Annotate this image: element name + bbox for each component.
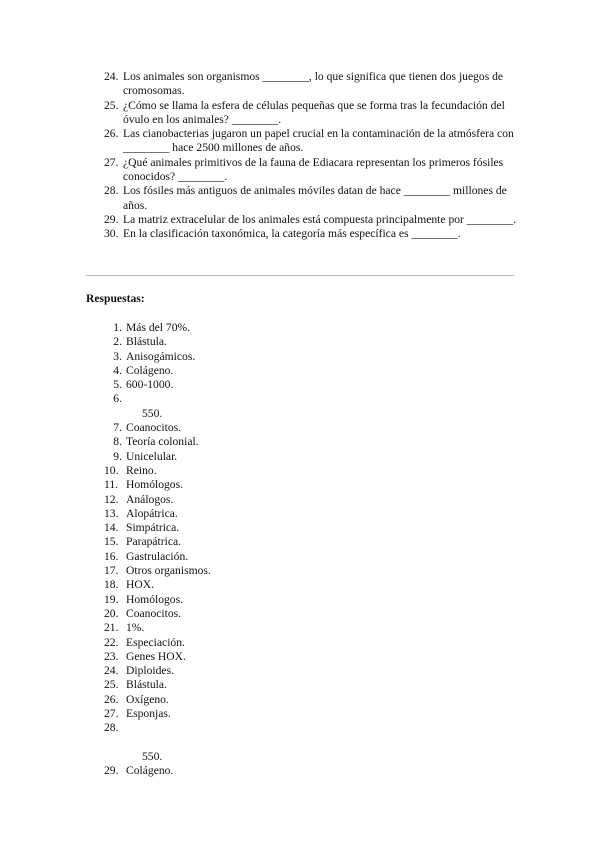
question-text: ¿Cómo se llama la esfera de células pequeñas que se forma tras la fecundación del óvulo en los animales? ________. [123, 98, 505, 126]
answer-text: Colágeno. [126, 363, 174, 377]
answer-number: 6. [113, 392, 122, 406]
answer-item [104, 550, 404, 564]
answer-number: 19. [104, 592, 119, 606]
answer-number: 5. [113, 378, 122, 392]
answer-item [104, 378, 404, 392]
answer-text: 1%. [126, 621, 145, 635]
answer-item [104, 678, 404, 692]
answer-text: Diploides. [126, 664, 174, 678]
answer-item [104, 478, 404, 492]
question-text: En la clasificación taxonómica, la categoría más específica es ________. [123, 227, 461, 241]
question-item [104, 227, 524, 241]
answer-item [104, 350, 404, 364]
answer-item [104, 450, 404, 464]
answer-text: HOX. [126, 578, 155, 592]
answer-number: 21. [104, 621, 119, 635]
question-number: 28. [104, 184, 119, 198]
answer-spacer [104, 736, 404, 750]
answer-continuation: 550. [142, 749, 163, 763]
answer-number: 20. [104, 606, 119, 620]
answer-item [104, 521, 404, 535]
question-text: Los animales son organismos ________, lo que significa que tienen dos juegos de cromosomas. [123, 70, 504, 98]
answer-number: 14. [104, 521, 119, 535]
answer-number: 18. [104, 578, 119, 592]
answer-item [104, 607, 404, 621]
answer-number: 16. [104, 549, 119, 563]
question-item [104, 184, 524, 213]
answer-text: Simpátrica. [126, 521, 180, 535]
answer-number: 3. [113, 349, 122, 363]
answer-item [104, 721, 404, 735]
answer-number: 23. [104, 649, 119, 663]
answer-number: 24. [104, 664, 119, 678]
answer-list [104, 321, 404, 779]
answer-item [104, 593, 404, 607]
answer-item [104, 693, 404, 707]
answer-text: Homólogos. [126, 478, 184, 492]
answer-item [104, 707, 404, 721]
answer-number: 29. [104, 764, 119, 778]
question-item [104, 99, 524, 128]
answer-item [104, 664, 404, 678]
question-item [104, 127, 524, 156]
answer-text: Oxígeno. [126, 692, 169, 706]
answer-item [104, 364, 404, 378]
answer-text: Coanocitos. [126, 421, 182, 435]
question-number: 27. [104, 155, 119, 169]
section-divider [86, 275, 514, 276]
answer-item [104, 578, 404, 592]
answer-number: 27. [104, 707, 119, 721]
answer-text: Homólogos. [126, 592, 184, 606]
answer-text: Especiación. [126, 635, 185, 649]
answer-number: 2. [113, 335, 122, 349]
answers-heading: Respuestas: [86, 292, 145, 305]
answer-item [104, 421, 404, 435]
answer-text: Blástula. [126, 335, 167, 349]
answer-text [126, 392, 404, 406]
answer-item [104, 636, 404, 650]
answer-number: 25. [104, 678, 119, 692]
answer-number: 17. [104, 564, 119, 578]
answer-item [104, 650, 404, 664]
answer-text: Coanocitos. [126, 606, 182, 620]
question-text: ¿Qué animales primitivos de la fauna de Ediacara representan los primeros fósiles conocidos? ________. [123, 155, 504, 184]
answer-text: Otros organismos. [126, 564, 211, 578]
answer-text: Gastrulación. [126, 549, 189, 563]
question-number: 30. [104, 227, 119, 241]
answer-number: 10. [104, 463, 119, 477]
answer-number: 15. [104, 535, 119, 549]
question-text: Las cianobacterias jugaron un papel crucial en la contaminación de la atmósfera con ________ hace 2500 millones de años. [123, 127, 514, 155]
answer-number: 22. [104, 635, 119, 649]
answer-text: Análogos. [126, 492, 174, 506]
answer-text: Anisogámicos. [126, 349, 196, 363]
answer-item [104, 507, 404, 521]
answer-number: 1. [113, 321, 122, 334]
question-number: 29. [104, 212, 119, 226]
answer-item [104, 564, 404, 578]
question-number: 26. [104, 127, 119, 141]
answer-number: 11. [104, 478, 119, 492]
answer-text: Unicelular. [126, 449, 178, 463]
question-list [104, 70, 524, 242]
answer-item [104, 764, 404, 778]
question-text: Los fósiles más antiguos de animales móviles datan de hace ________ millones de años. [123, 184, 507, 212]
answer-number: 8. [113, 435, 122, 449]
answer-text: Genes HOX. [126, 649, 186, 663]
question-text: La matriz extracelular de los animales está compuesta principalmente por ________. [123, 212, 517, 226]
answer-text: Colágeno. [126, 764, 174, 778]
answer-text: Alopátrica. [126, 506, 178, 520]
answer-number: 26. [104, 692, 119, 706]
question-number: 24. [104, 70, 119, 83]
answer-text [126, 721, 404, 735]
question-item [104, 213, 524, 227]
answer-item [104, 621, 404, 635]
answer-text: Reino. [126, 463, 157, 477]
answer-item [104, 392, 404, 406]
answer-number: 7. [113, 421, 122, 435]
answer-text: Más del 70%. [126, 321, 191, 334]
question-number: 25. [104, 98, 119, 112]
answer-text: Esponjas. [126, 707, 171, 721]
answer-continuation: 550. [142, 406, 163, 420]
question-item [104, 70, 524, 99]
answer-number: 4. [113, 363, 122, 377]
answer-text: Parapátrica. [126, 535, 182, 549]
answer-text: Teoría colonial. [126, 435, 199, 449]
answer-item [104, 535, 404, 549]
answer-item [104, 464, 404, 478]
answer-number: 9. [113, 449, 122, 463]
answer-item [104, 335, 404, 349]
answer-item [104, 493, 404, 507]
answer-text: 600-1000. [126, 378, 174, 392]
answer-number: 28. [104, 721, 119, 735]
answer-item [104, 321, 404, 335]
answer-number: 12. [104, 492, 119, 506]
answer-item [104, 435, 404, 449]
answer-number: 13. [104, 506, 119, 520]
question-item [104, 156, 524, 185]
answer-text: Blástula. [126, 678, 167, 692]
